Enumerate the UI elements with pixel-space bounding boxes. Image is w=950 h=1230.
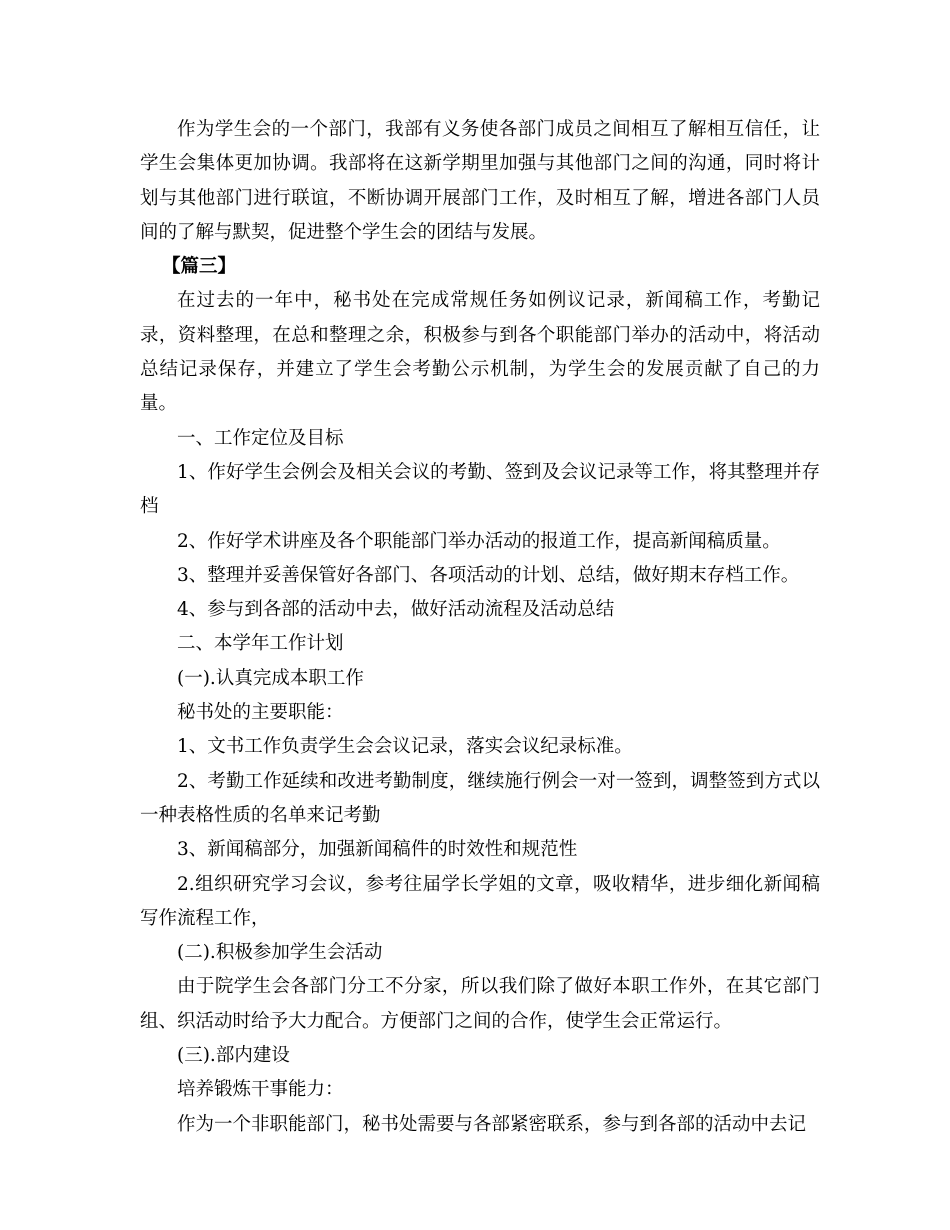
paragraph: 作为一个非职能部门，秘书处需要与各部紧密联系，参与到各部的活动中去记 (177, 1113, 807, 1135)
heading-work-positioning: 一、工作定位及目标 (177, 427, 344, 449)
paragraph: 在过去的一年中，秘书处在完成常规任务如例议记录，新闻稿工作，考勤记录，资料整理，在总和整理之余，积极参与到各个职能部门举办的活动中，将活动总结记录保存，并建立了学生会考勤公示机制，为学生会的发展贡献了自己的力量。 (140, 290, 820, 415)
subheading: (二).积极参加学生会活动 (177, 942, 383, 964)
list-item: 3、整理并妥善保管好各部门、各项活动的计划、总结，做好期末存档工作。 (177, 564, 800, 586)
paragraph: 培养锻炼干事能力： (177, 1079, 344, 1101)
list-item: 4、参与到各部的活动中去，做好活动流程及活动总结 (177, 599, 615, 621)
paragraph: 秘书处的主要职能： (177, 702, 344, 724)
list-item: 1、作好学生会例会及相关会议的考勤、签到及会议记录等工作，将其整理并存档 (140, 461, 820, 518)
list-item: 1、文书工作负责学生会会议记录，落实会议纪录标准。 (177, 736, 633, 758)
list-item: 2、作好学术讲座及各个职能部门举办活动的报道工作，提高新闻稿质量。 (177, 530, 781, 552)
list-item: 2、考勤工作延续和改进考勤制度，继续施行例会一对一签到，调整签到方式以一种表格性质的名单来记考勤 (140, 770, 820, 826)
heading-work-plan: 二、本学年工作计划 (177, 633, 344, 655)
subheading: (三).部内建设 (177, 1045, 290, 1067)
list-item: 2.组织研究学习会议，参考往届学长学姐的文章，吸收精华，进步细化新闻稿写作流程工作， (140, 873, 820, 929)
subheading: (一).认真完成本职工作 (177, 667, 364, 689)
document-body (140, 113, 820, 1142)
paragraph: 由于院学生会各部门分工不分家，所以我们除了做好本职工作外，在其它部门组、织活动时给予大力配合。方便部门之间的合作，使学生会正常运行。 (140, 976, 820, 1032)
section-heading: 【篇三】 (162, 256, 237, 278)
list-item: 3、新闻稿部分，加强新闻稿件的时效性和规范性 (177, 839, 578, 861)
paragraph: 作为学生会的一个部门，我部有义务使各部门成员之间相互了解相互信任，让学生会集体更加协调。我部将在这新学期里加强与其他部门之间的沟通，同时将计划与其他部门进行联谊，不断协调开展部门工作，及时相互了解，增进各部门人员间的了解与默契，促进整个学生会的团结与发展。 (140, 119, 820, 243)
